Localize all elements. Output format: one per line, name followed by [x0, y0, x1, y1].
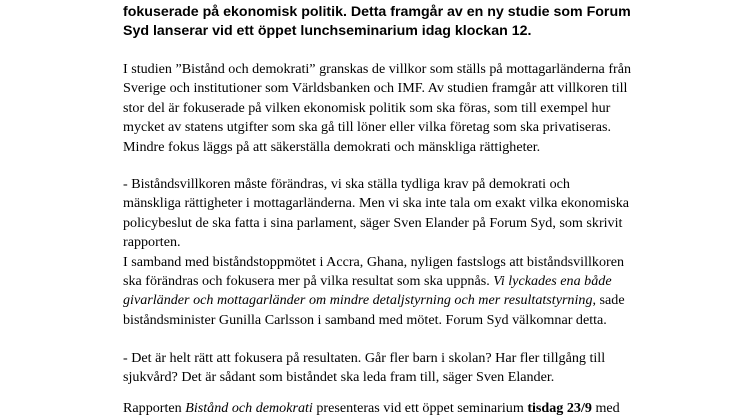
text-line: Sverige och institutioner som Världsbanken och IMF. Av studien framgår att villkoren till [123, 80, 628, 97]
text-line: I studien ”Bistånd och demokrati” granskas de villkor som ställs på mottagarländerna från [123, 61, 632, 77]
text-segment: Rapporten [123, 400, 186, 416]
text-segment: presenteras vid ett öppet seminarium [312, 400, 528, 416]
text-line: I samband med biståndstoppmötet i Accra, Ghana, nyligen fastslogs att biståndsvillkoren [123, 253, 625, 270]
text-line [123, 272, 629, 291]
text-segment: ska förändras och fokusera mer på vilka resultat som ska uppnås. [123, 273, 490, 290]
text-line: - Det är helt rätt att fokusera på resultaten. Går fler barn i skolan? Har fler tillgång till [123, 350, 606, 366]
text-line: stor del är fokuserade på vilken ekonomisk politik som ska föras, som till exempel hur [123, 99, 611, 116]
text-line: biståndsminister Gunilla Carlsson i samband med mötet. Forum Syd välkomnar detta. [123, 311, 607, 328]
seminar-date: tisdag 23/9 [527, 400, 592, 416]
text-line: rapporten. [123, 234, 181, 251]
document-page [123, 0, 723, 416]
paragraph-results [123, 349, 605, 388]
text-segment: med [591, 400, 620, 416]
text-line: Mindre fokus läggs på att säkerställa demokrati och mänskliga rättigheter. [123, 138, 541, 155]
text-line [123, 291, 629, 310]
report-title: Bistånd och demokrati [185, 400, 313, 416]
text-line: policybeslut de ska fatta i sina parlament, säger Sven Elander på Forum Syd, som skrivit [123, 214, 623, 231]
text-line: - Biståndsvillkoren måste förändras, vi ska ställa tydliga krav på demokrati och [123, 176, 570, 192]
lead-line-2: Syd lanserar vid ett öppet lunchseminarium idag klockan 12. [123, 23, 532, 39]
quote-italic: givarländer och mottagarländer om mindre detaljstyrning och mer resultatstyrning [123, 292, 593, 309]
lead-line-1: fokuserade på ekonomisk politik. Detta framgår av en ny studie som Forum [123, 4, 631, 20]
paragraph-seminar [123, 399, 620, 418]
paragraph-quote-elander [123, 175, 629, 330]
text-segment: , sade [592, 292, 625, 309]
quote-italic: Vi lyckades ena både [493, 273, 612, 290]
text-line: mycket av statens utgifter som ska gå till löner eller vilka företag som ska privatiseras. [123, 119, 612, 136]
text-line [123, 399, 620, 418]
text-line: sjukvård? Det är sådant som biståndet ska leda fram till, säger Sven Elander. [123, 369, 555, 386]
lead-paragraph [123, 0, 723, 41]
text-line: mänskliga rättigheter i mottagarländerna. Men vi ska inte tala om exakt vilka ekonomiska [123, 195, 630, 212]
paragraph-study [123, 60, 631, 157]
